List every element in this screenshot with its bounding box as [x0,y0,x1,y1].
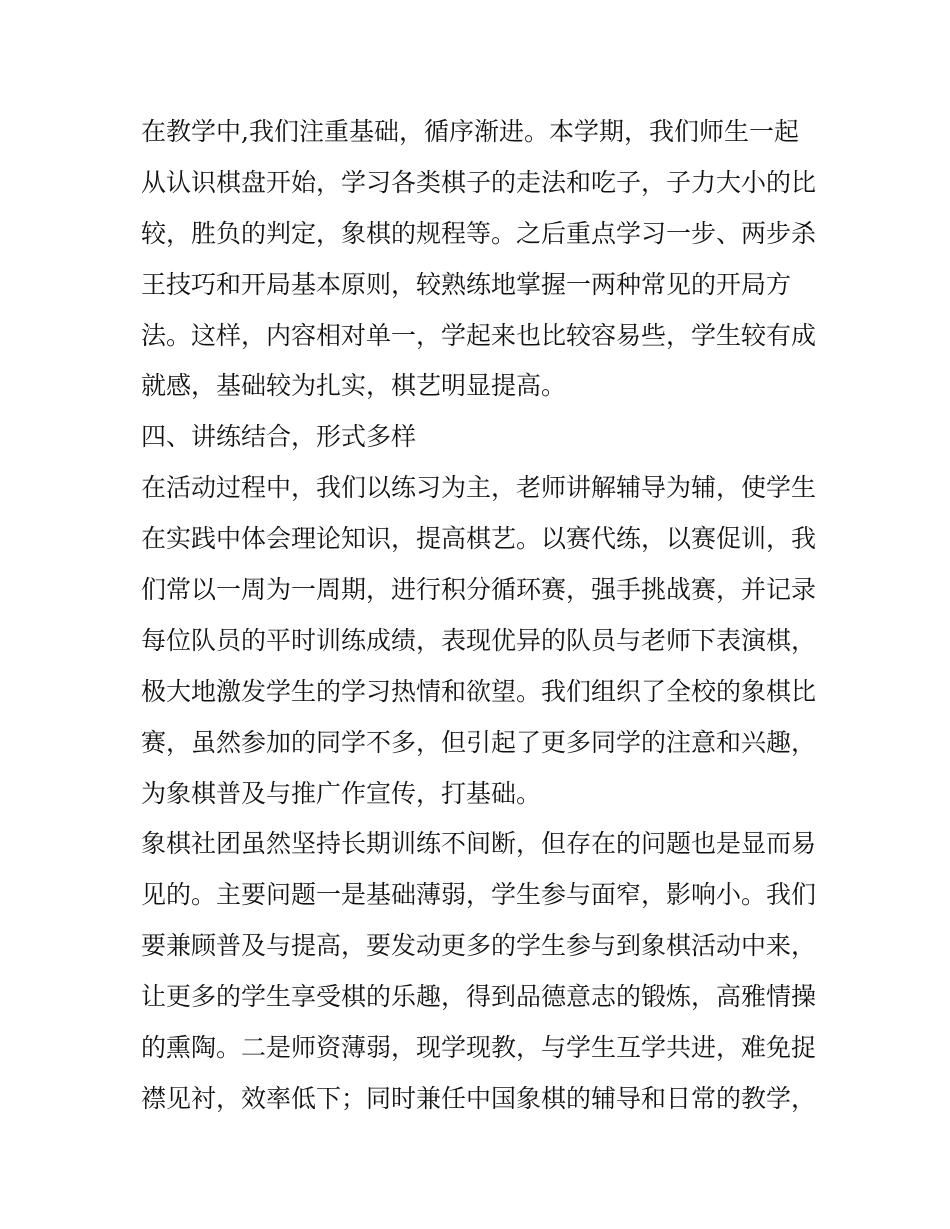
text-line: 极大地激发学生的学习热情和欲望。我们组织了全校的象棋比 [141,676,817,706]
text-line: 赛，虽然参加的同学不多，但引起了更多同学的注意和兴趣， [141,727,817,757]
text-line: 的熏陶。二是师资薄弱，现学现教，与学生互学共进，难免捉 [141,1033,817,1063]
text-line: 较，胜负的判定，象棋的规程等。之后重点学习一步、两步杀 [141,218,817,248]
text-line: 法。这样，内容相对单一，学起来也比较容易些，学生较有成 [141,320,817,350]
text-line: 王技巧和开局基本原则，较熟练地掌握一两种常见的开局方 [141,269,792,299]
text-line: 就感，基础较为扎实，棋艺明显提高。 [141,371,567,401]
text-line: 在教学中,我们注重基础，循序渐进。本学期，我们师生一起 [141,117,799,146]
text-line: 从认识棋盘开始，学习各类棋子的走法和吃子，子力大小的比 [141,167,817,197]
text-line: 在活动过程中，我们以练习为主，老师讲解辅导为辅，使学生 [141,473,817,503]
text-line: 让更多的学生享受棋的乐趣，得到品德意志的锻炼，高雅情操 [141,982,817,1012]
text-line: 们常以一周为一周期，进行积分循环赛，强手挑战赛，并记录 [141,575,817,605]
text-line: 见的。主要问题一是基础薄弱，学生参与面窄，影响小。我们 [141,880,817,910]
text-line: 襟见衬，效率低下；同时兼任中国象棋的辅导和日常的教学， [141,1083,817,1113]
body-text [141,112,821,1130]
section-heading: 四、讲练结合，形式多样 [141,422,417,452]
text-line: 要兼顾普及与提高，要发动更多的学生参与到象棋活动中来， [141,931,817,961]
text-line: 每位队员的平时训练成绩，表现优异的队员与老师下表演棋， [141,625,817,655]
text-line: 象棋社团虽然坚持长期训练不间断，但存在的问题也是显而易 [141,829,817,859]
text-line: 在实践中体会理论知识，提高棋艺。以赛代练，以赛促训，我 [141,524,817,554]
text-line: 为象棋普及与推广作宣传，打基础。 [141,778,542,808]
